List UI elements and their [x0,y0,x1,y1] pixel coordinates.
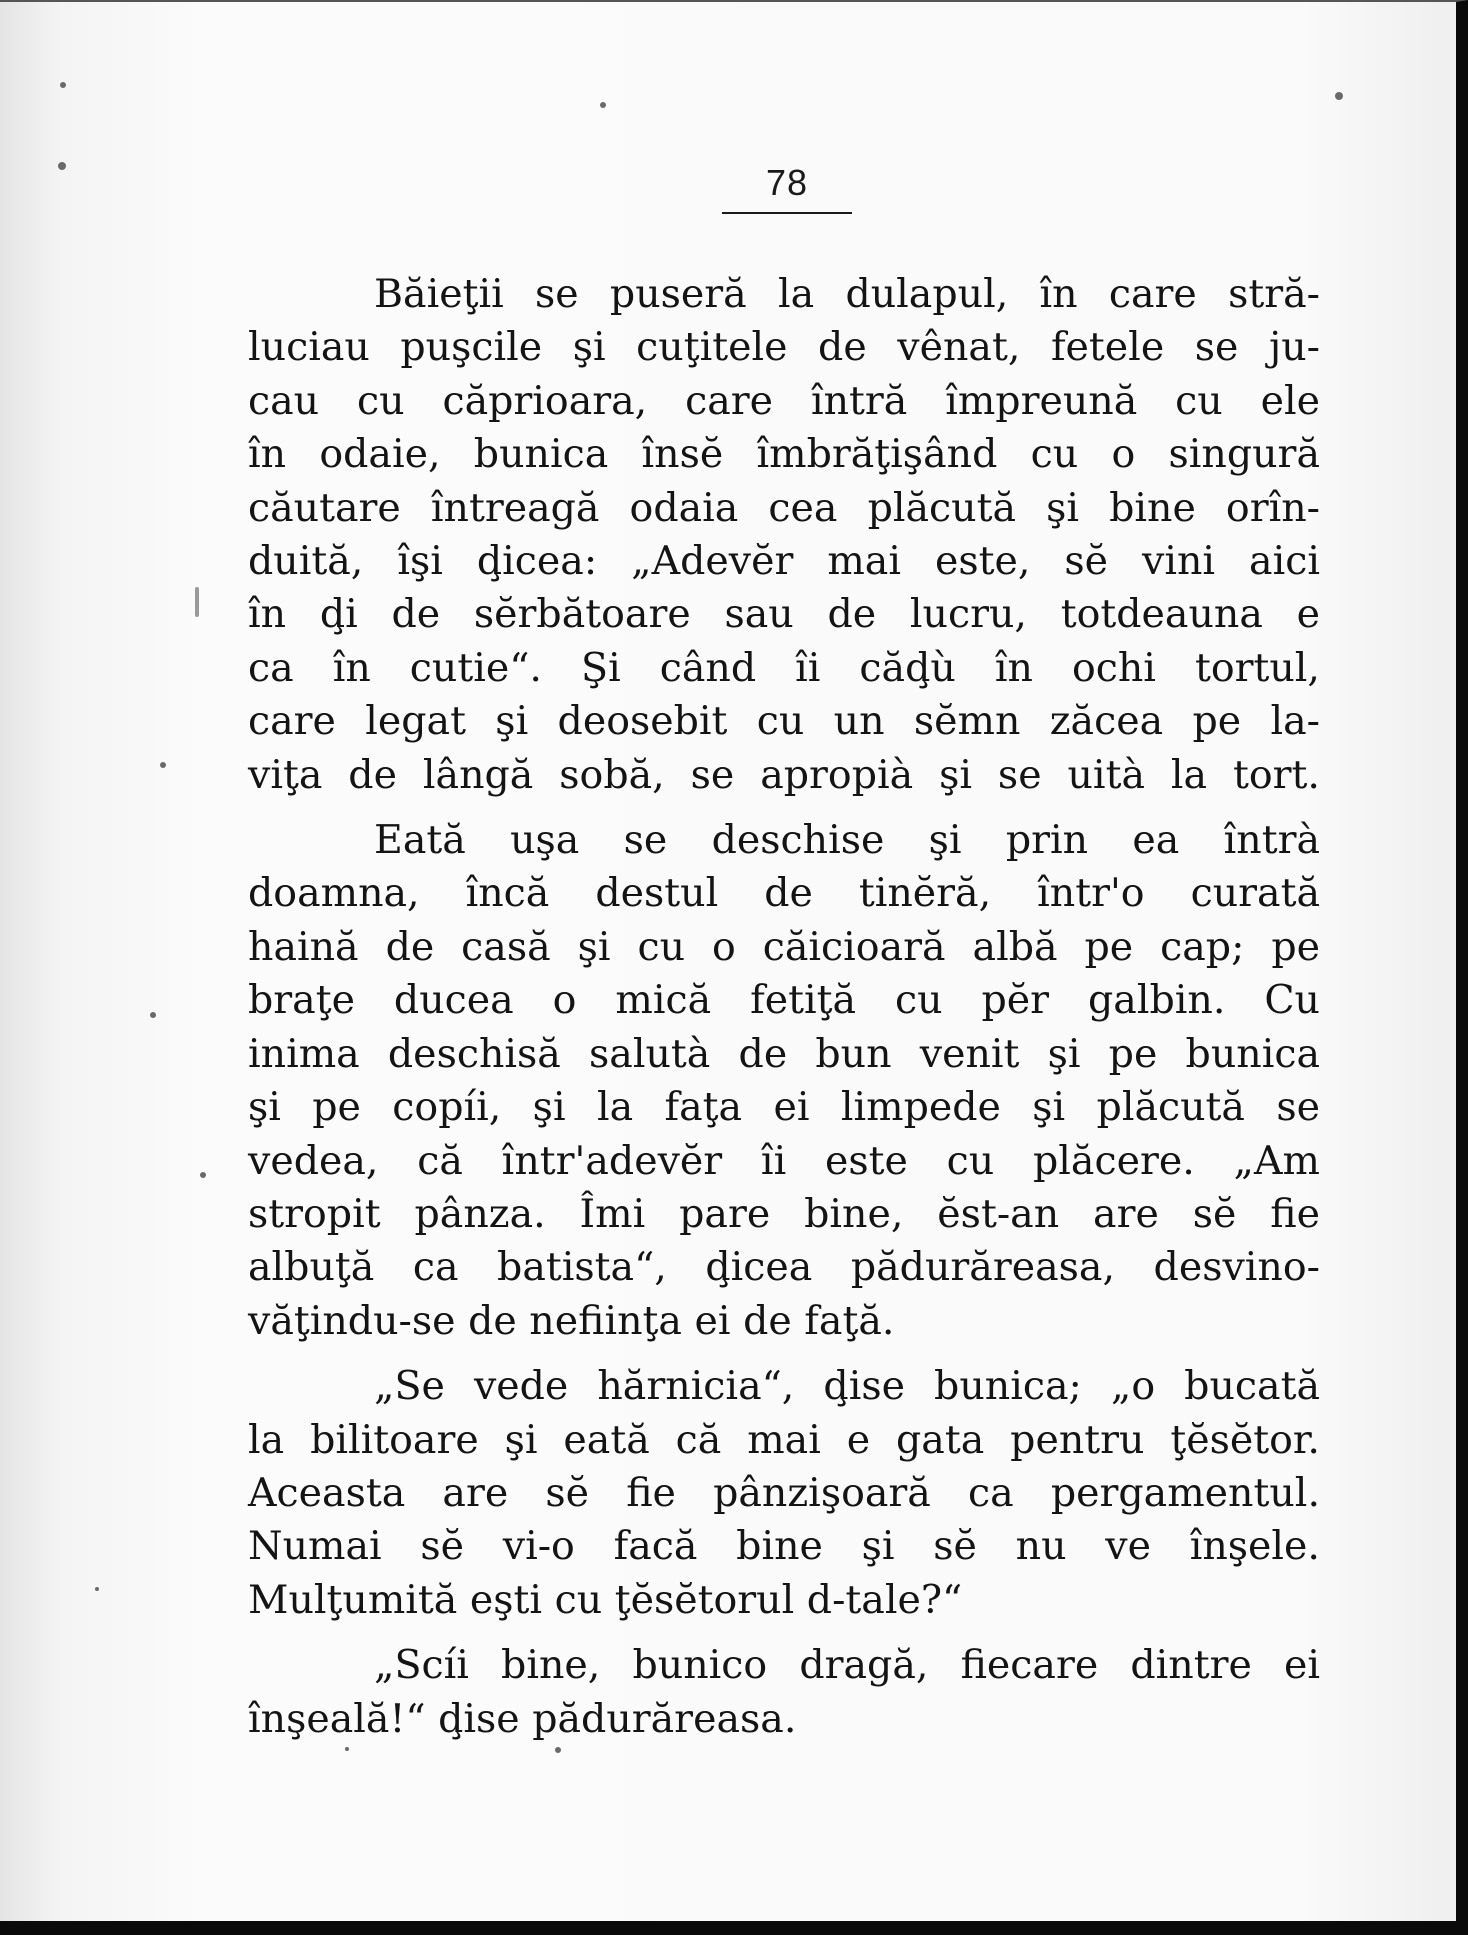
text-line: „Scíi bine, bunico dragă, fiecare dintre ei [374,1642,1320,1689]
paragraph-2 [248,814,1320,1348]
text-line: în odaie, bunica însĕ îmbrăţişând cu o singură [248,431,1320,478]
page-number: 78 [765,162,809,203]
text-line: duită, îşi ḑicea: „Adevĕr mai este, sĕ vini aici [248,538,1320,585]
scan-speck [200,1172,206,1178]
body-text [248,268,1320,1758]
scan-speck [60,82,66,88]
scan-speck [95,1587,99,1591]
text-line: care legat şi deosebit cu un sĕmn zăcea pe la- [248,698,1320,745]
text-line: Numai sĕ vi-o facă bine şi sĕ nu ve înşele. [248,1523,1320,1570]
scan-speck [195,587,199,617]
text-line: „Se vede hărnicia“, ḑise bunica; „o bucată [374,1363,1320,1410]
text-line: cau cu căprioara, care întră împreună cu ele [248,377,1320,424]
text-line: şi pe copíi, şi la faţa ei limpede şi plăcută se [248,1084,1320,1131]
text-line: Mulţumită eşti cu ţĕsĕtorul d-tale?“ [248,1576,963,1623]
text-line: luciau puşcile şi cuţitele de vênat, fetele se ju- [248,324,1320,371]
scan-speck [1335,92,1343,100]
scan-speck [600,102,606,108]
text-line: stropit pânza. Îmi pare bine, ĕst-an are sĕ fie [248,1190,1320,1237]
text-line: albuţă ca batista“, ḑicea pădurăreasa, desvino- [248,1244,1320,1291]
paragraph-3 [248,1360,1320,1627]
text-line: inima deschisă salutà de bun venit şi pe bunica [248,1030,1320,1077]
page-number-rule [722,212,852,214]
text-line: viţa de lângă sobă, se apropià şi se uità la tort. [248,751,1320,798]
text-line: Eată uşa se deschise şi prin ea întrà [374,817,1320,864]
text-line: Băieţii se puseră la dulapul, în care stră- [374,271,1320,317]
scan-speck [58,162,66,170]
paragraph-4 [248,1639,1320,1746]
text-line: văţindu-se de nefiinţa ei de faţă. [248,1297,895,1344]
scan-speck [150,1012,156,1018]
text-line: la bilitoare şi eată că mai e gata pentru ţĕsĕtor. [248,1416,1320,1463]
text-line: vedea, că într'adevĕr îi este cu plăcere. „Am [248,1137,1320,1184]
paragraph-1 [248,268,1320,802]
text-line: căutare întreagă odaia cea plăcută şi bine orîn- [248,484,1320,531]
text-line: Aceasta are sĕ fie pânzişoară ca pergamentul. [248,1469,1320,1516]
scan-speck [160,762,166,768]
text-line: doamna, încă destul de tinĕră, într'o curată [248,870,1320,917]
text-line: înşeală!“ ḑise pădurăreasa. [248,1695,797,1742]
text-line: ca în cutie“. Şi când îi căḑù în ochi tortul, [248,644,1320,691]
text-line: braţe ducea o mică fetiţă cu pĕr galbin. Cu [248,977,1320,1024]
text-line: haină de casă şi cu o căicioară albă pe cap; pe [248,923,1320,970]
text-line: în ḑi de sĕrbătoare sau de lucru, totdeauna e [248,591,1320,638]
